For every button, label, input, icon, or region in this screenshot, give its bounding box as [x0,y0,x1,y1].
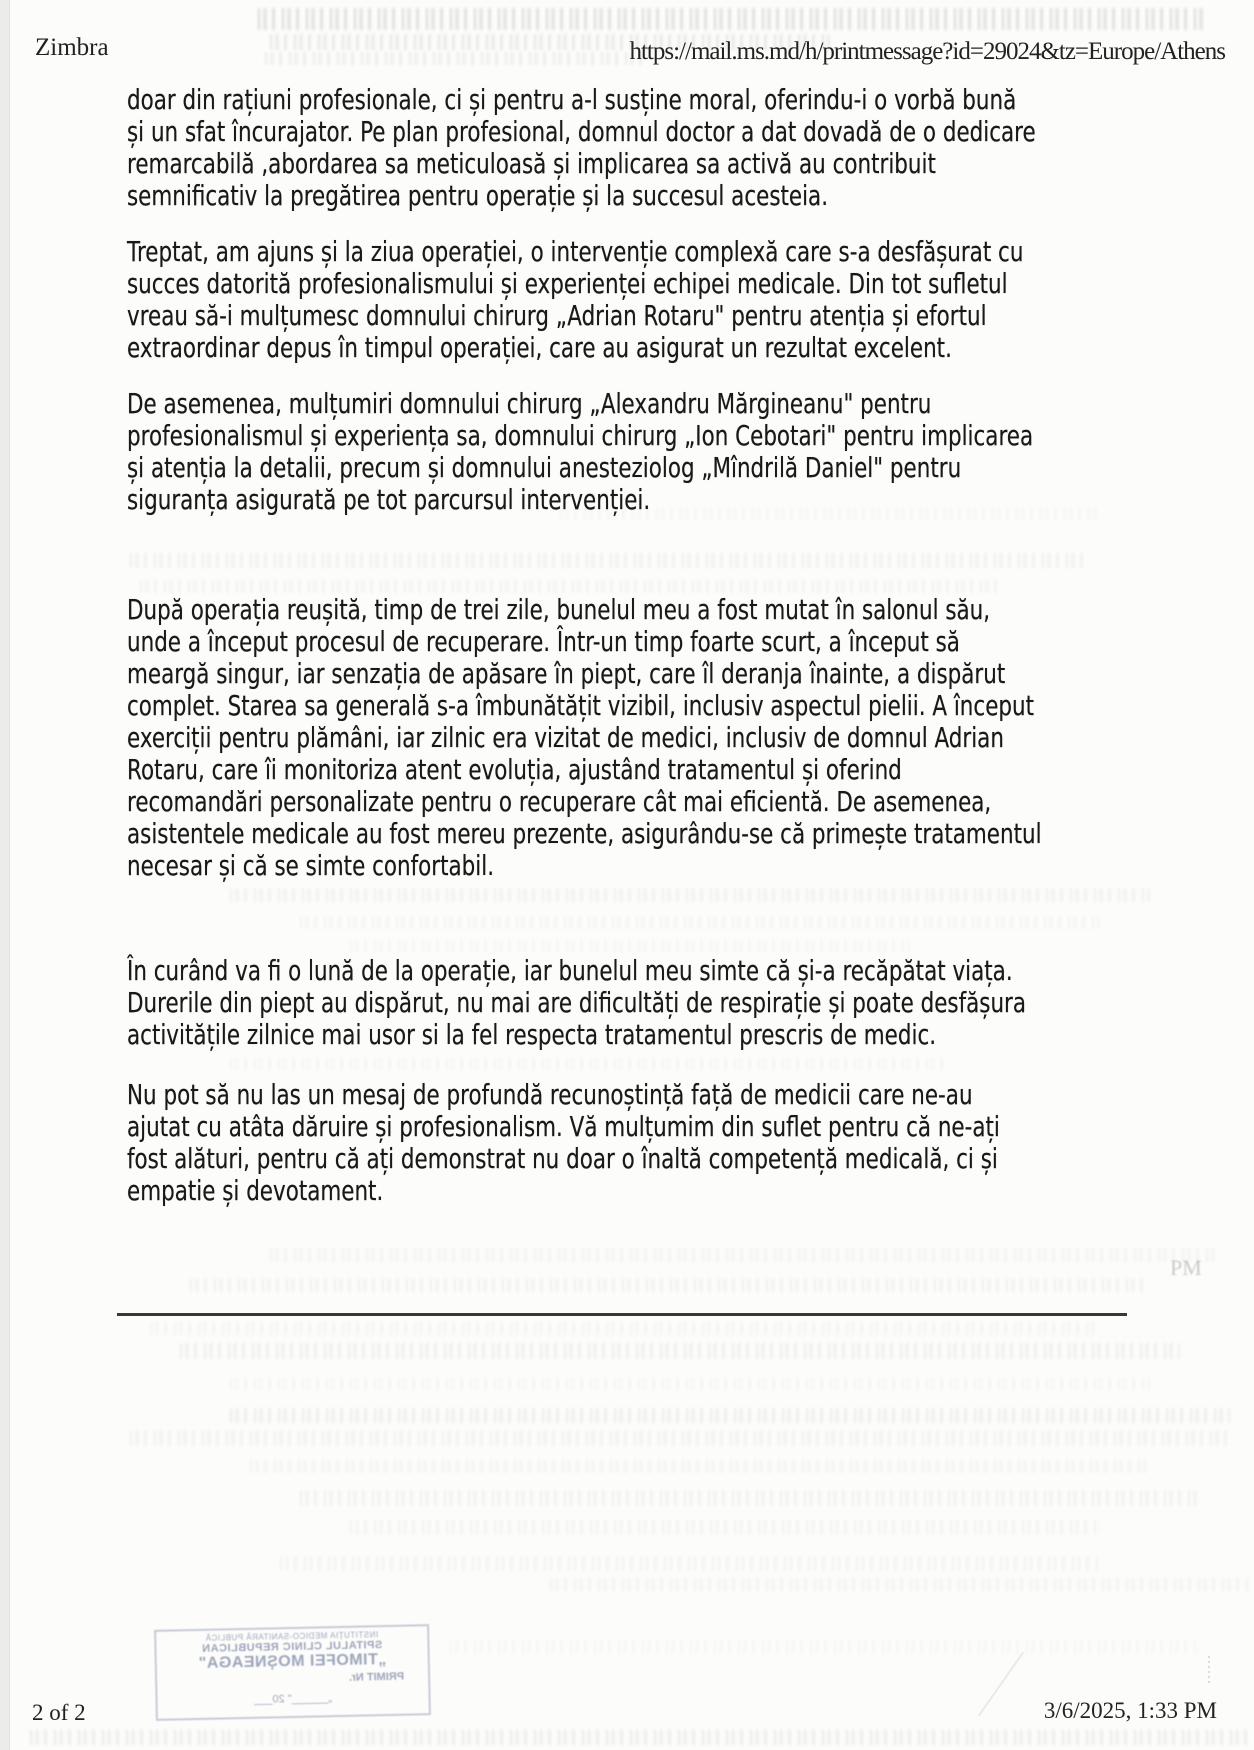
text-line: extraordinar depus în timpul operației, care au asigurat un rezultat excelent. [127,332,952,364]
text-line: siguranța asigurată pe tot parcursul intervenției. [127,484,651,516]
text-line: Nu pot să nu las un mesaj de profundă recunoștință față de medicii care ne-au [127,1079,973,1111]
text-line: remarcabilă ,abordarea sa meticuloasă și implicarea sa activă au contribuit [127,148,936,180]
stamp-line: PRIMIT Nr. [348,1670,405,1684]
bleed-smudge [140,580,1000,593]
stamp-line: „TIMOFEI MOȘNEAGA" [198,1651,387,1672]
stamp-line: SPITALUL CLINIC REPUBLICAN [201,1639,383,1655]
bleed-smudge [130,1430,1230,1446]
text-line: semnificativ la pregătirea pentru operație și la succesul acesteia. [127,180,829,212]
scan-crease [978,1651,1024,1716]
bleed-smudge [265,52,645,65]
text-line: Durerile din piept au dispărut, nu mai are dificultăți de respirație și poate desfășura [127,987,1027,1019]
bleed-smudge [550,1578,1250,1591]
text-line: recomandări personalizate pentru o recuperare cât mai eficientă. De asemenea, [127,786,992,818]
stamp-line: INSTITUȚIA MEDICO-SANITARĂ PUBLICĂ [205,1630,379,1643]
bleed-smudge [350,1520,1100,1535]
bleed-smudge [250,1460,1150,1473]
bleed-smudge [230,1378,1150,1390]
text-line: ajutat cu atâta dăruire și profesionalism. Vă mulțumim din suflet pentru că ne-ați [127,1111,1000,1143]
paragraph [127,84,1036,212]
text-line: succes datorită profesionalismului și experienței echipei medicale. Din tot sufletul [127,268,1008,300]
paragraph [127,955,1026,1051]
text-line: fost alături, pentru că ați demonstrat nu doar o înaltă competență medicală, ci și [127,1143,998,1175]
faint-bleed-pm: PM [1170,1255,1202,1280]
scan-dotted-line [1208,1656,1210,1684]
text-line: doar din rațiuni profesionale, ci și pentru a-l susține moral, oferindu-i o vorbă bună [127,84,1017,116]
text-line: empatie și devotament. [127,1175,384,1207]
bleed-smudge [258,8,1208,30]
bleed-smudge [350,940,910,952]
bleed-smudge [280,1556,1100,1571]
bleed-smudge [300,916,1100,929]
paragraph [127,236,1023,364]
stamp-line: „______" 20___ [253,1692,333,1706]
text-line: activitățile zilnice mai usor si la fel respecta tratamentul prescris de medic. [127,1019,937,1051]
text-line: vreau să-i mulțumesc domnului chirurg „Adrian Rotaru" pentru atenția și efortul [127,300,987,332]
paragraph [127,1079,1000,1207]
bleed-smudge [560,508,1100,520]
text-line: După operația reușită, timp de trei zile, bunelul meu a fost mutat în salonul său, [127,594,991,626]
bleed-smudge [230,1408,1230,1423]
text-line: meargă singur, iar senzația de apăsare în piept, care îl deranja înainte, a dispărut [127,658,1006,690]
scan-edge-strip [0,0,9,1750]
text-line: De asemenea, mulțumiri domnului chirurg „Alexandru Mărgineanu" pentru [127,388,932,420]
bleed-smudge [230,1058,950,1070]
text-line: complet. Starea sa generală s-a îmbunătățit vizibil, inclusiv aspectul pielii. A început [127,690,1035,722]
text-line: asistentele medicale au fost mereu prezente, asigurându-se că primește tratamentul [127,818,1042,850]
text-line: Treptat, am ajuns și la ziua operației, o intervenție complexă care s-a desfășurat cu [127,236,1024,268]
bleed-smudge [180,1343,1180,1359]
app-title: Zimbra [35,34,109,61]
bleed-smudge [30,1730,1254,1745]
text-line: exerciții pentru plămâni, iar zilnic era vizitat de medici, inclusiv de domnul Adrian [127,722,1004,754]
hospital-stamp [154,1624,431,1721]
bleed-smudge [450,1640,1200,1654]
print-timestamp: 3/6/2025, 1:33 PM [1043,1698,1217,1723]
text-line: profesionalismul și experiența sa, domnului chirurg „Ion Cebotari" pentru implicarea [127,420,1034,452]
divider-rule [117,1313,1127,1316]
paragraph [127,594,1042,882]
bleed-smudge [270,1248,1220,1262]
page-number: 2 of 2 [32,1700,86,1725]
scan-edge-line [9,0,10,1750]
print-url: https://mail.ms.md/h/printmessage?id=29024&tz=Europe/Athens [629,38,1225,65]
text-line: Rotaru, care îi monitoriza atent evoluția, ajustând tratamentul și oferind [127,754,902,786]
bleed-smudge [230,888,1150,902]
bleed-smudge [130,553,1090,568]
bleed-smudge [150,1322,1100,1335]
paragraph [127,388,1033,516]
bleed-smudge [300,1490,1200,1506]
text-line: și un sfat încurajator. Pe plan profesional, domnul doctor a dat dovadă de o dedicare [127,116,1036,148]
text-line: În curând va fi o lună de la operație, iar bunelul meu simte că și-a recăpătat viața. [127,955,1013,987]
text-line: necesar și că se simte confortabil. [127,850,495,882]
text-line: și atenția la detalii, precum și domnului anesteziolog „Mîndrilă Daniel" pentru [127,452,962,484]
bleed-smudge [190,1278,1150,1292]
text-line: unde a început procesul de recuperare. Într-un timp foarte scurt, a început să [127,626,960,658]
